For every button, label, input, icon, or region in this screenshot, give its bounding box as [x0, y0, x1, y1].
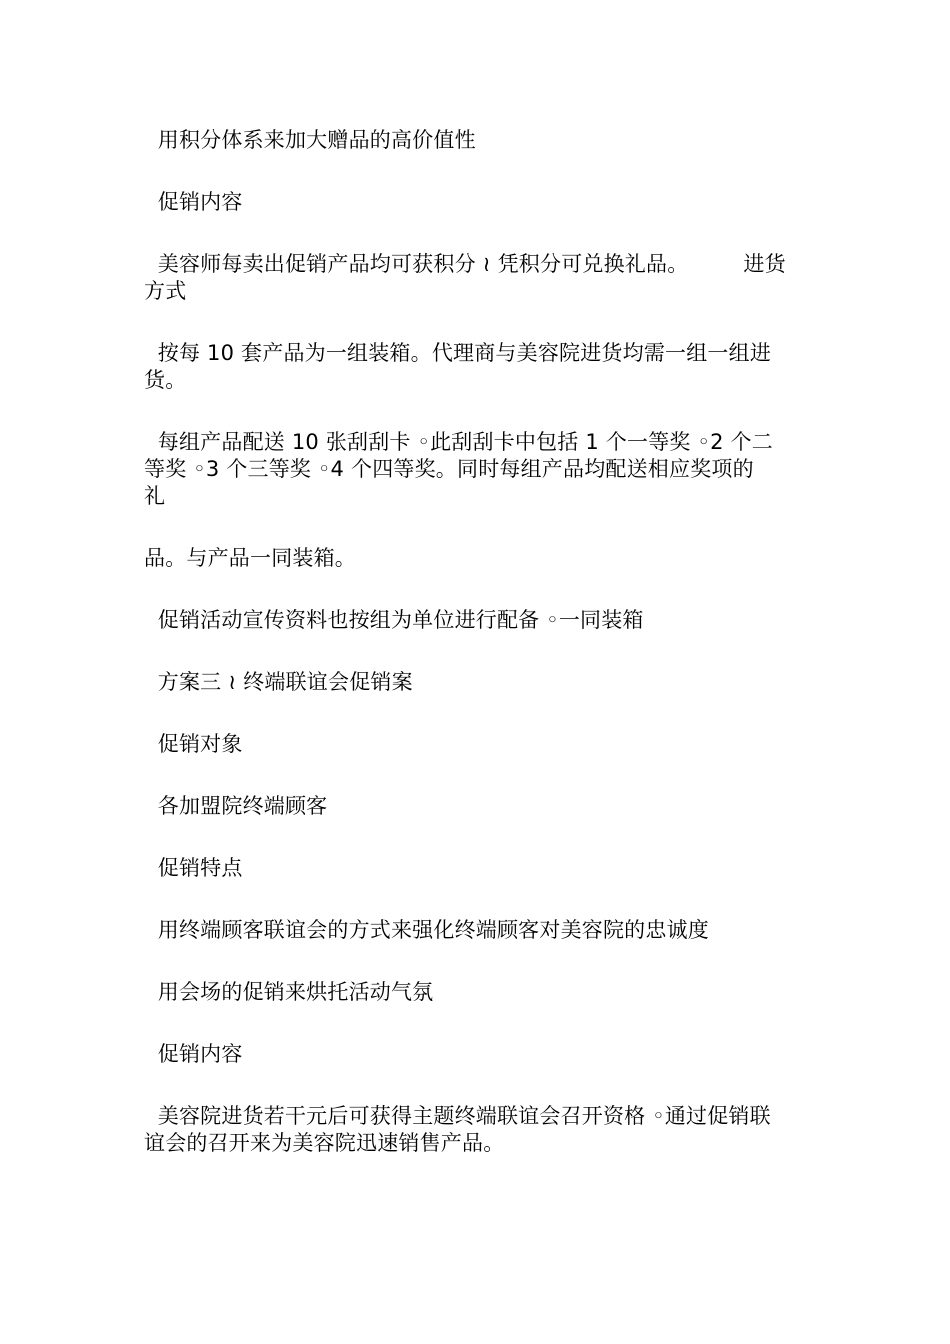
paragraph-8: 方案三 ≀ 终端联谊会促销案 [144, 670, 413, 694]
paragraph-3: 美容师每卖出促销产品均可获积分 ≀ 凭积分可兑换礼品。 进货 方式 [144, 252, 786, 303]
paragraph-9: 促销对象 [144, 732, 243, 756]
paragraph-4: 按每 10 套产品为一组装箱。代理商与美容院进货均需一组一组进 货。 [144, 341, 772, 392]
paragraph-15: 美容院进货若干元后可获得主题终端联谊会召开资格 ◦通过促销联 谊会的召开来为美容院迅速销售产品。 [144, 1104, 771, 1155]
paragraph-10: 各加盟院终端顾客 [144, 794, 328, 818]
paragraph-1: 用积分体系来加大赠品的高价值性 [144, 128, 476, 152]
paragraph-14: 促销内容 [144, 1042, 243, 1066]
paragraph-7: 促销活动宣传资料也按组为单位进行配备 ◦一同装箱 [144, 608, 644, 632]
paragraph-12: 用终端顾客联谊会的方式来强化终端顾客对美容院的忠诚度 [144, 918, 709, 942]
paragraph-6: 品。与产品一同装箱。 [144, 546, 356, 570]
paragraph-2: 促销内容 [144, 190, 243, 214]
paragraph-13: 用会场的促销来烘托活动气氛 [144, 980, 434, 1004]
paragraph-11: 促销特点 [144, 856, 243, 880]
paragraph-5: 每组产品配送 10 张刮刮卡 ◦此刮刮卡中包括 1 个一等奖 ◦2 个二 等奖 ◦3 个三等奖 ◦4 个四等奖。同时每组产品均配送相应奖项的 礼 [144, 430, 773, 508]
